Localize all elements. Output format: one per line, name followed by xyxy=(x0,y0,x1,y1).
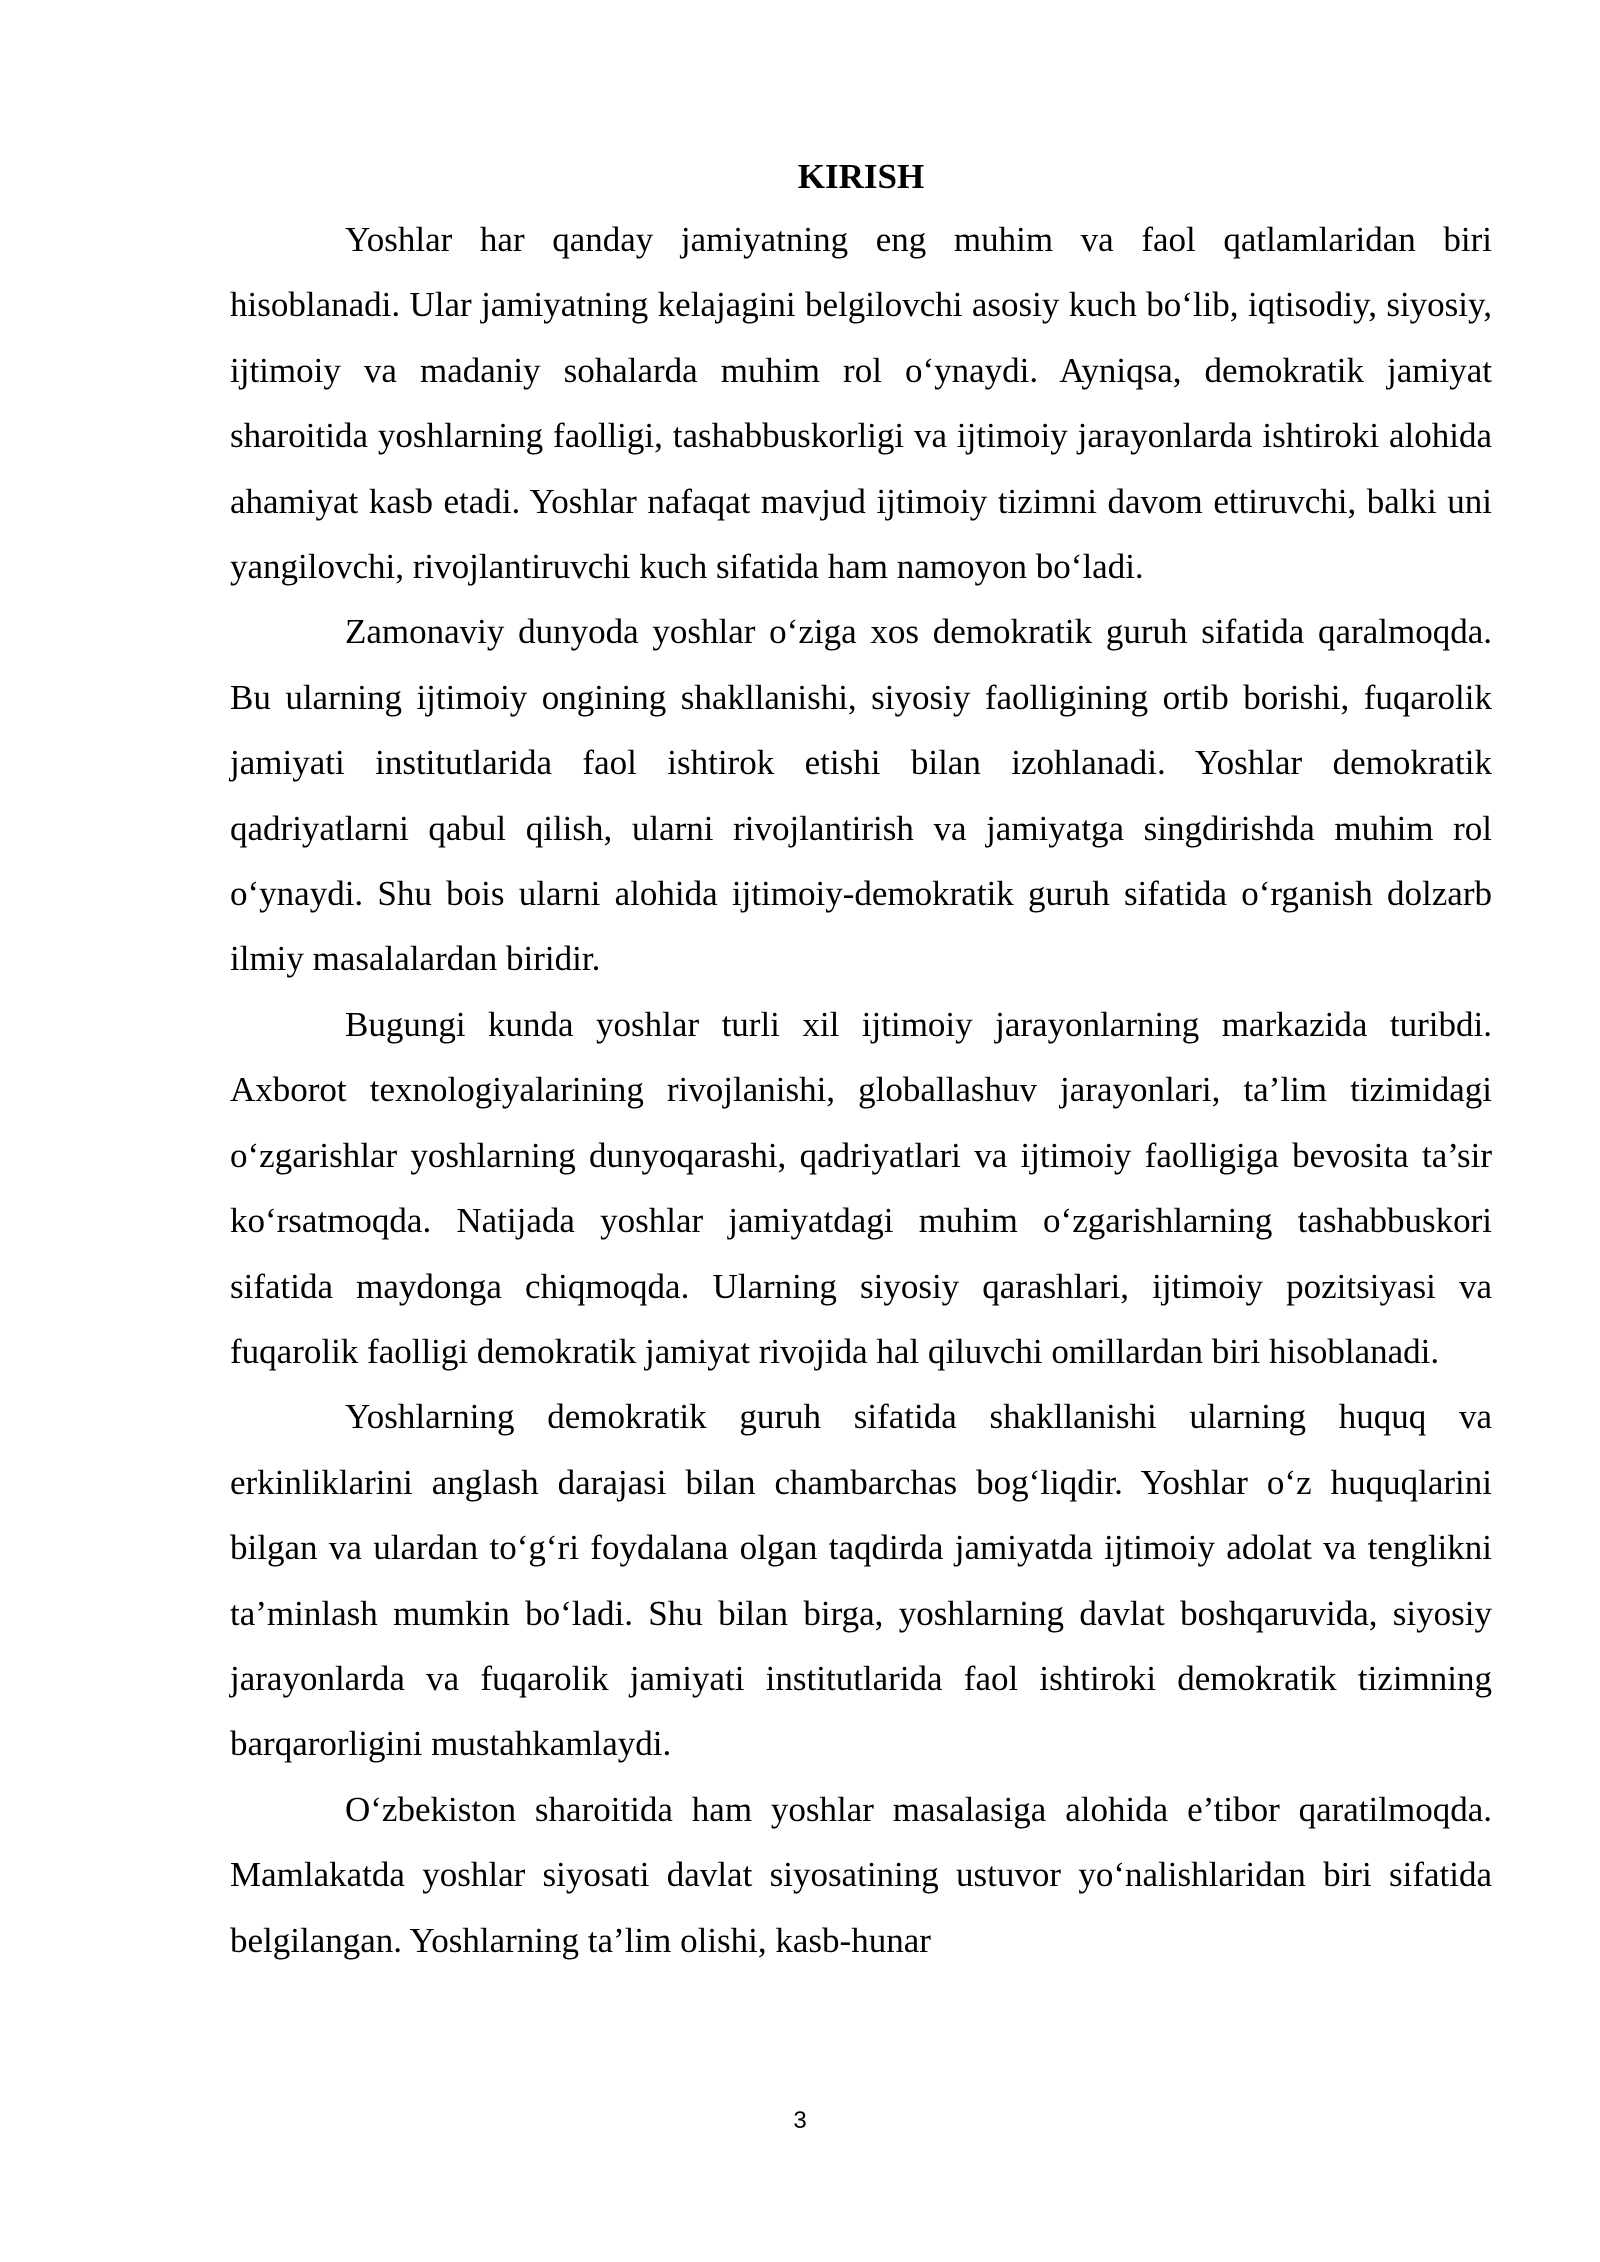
paragraph-4: Yoshlarning demokratik guruh sifatida shakllanishi ularning huquq va erkinliklarini anglash darajasi bilan chambarchas bog‘liqdir. Yoshlar o‘z huquqlarini bilgan va ulardan to‘g‘ri foydalana olgan taqdirda jamiyatda ijtimoiy adolat va tenglikni ta’minlash mumkin bo‘ladi. Shu bilan birga, yoshlarning davlat boshqaruvida, siyosiy jarayonlarda va fuqarolik jamiyati institutlarida faol ishtiroki demokratik tizimning barqarorligini mustahkamlaydi. xyxy=(230,1397,1492,1764)
section-heading: KIRISH xyxy=(797,157,925,196)
paragraph-1: Yoshlar har qanday jamiyatning eng muhim va faol qatlamlaridan biri hisoblanadi. Ular jamiyatning kelajagini belgilovchi asosiy kuch bo‘lib, iqtisodiy, siyosiy, ijtimoiy va madaniy sohalarda muhim rol o‘ynaydi. Ayniqsa, demokratik jamiyat sharoitida yoshlarning faolligi, tashabbuskorligi va ijtimoiy jarayonlarda ishtiroki alohida ahamiyat kasb etadi. Yoshlar nafaqat mavjud ijtimoiy tizimni davom ettiruvchi, balki uni yangilovchi, rivojlantiruvchi kuch sifatida ham namoyon bo‘ladi. xyxy=(230,220,1492,587)
paragraph-2: Zamonaviy dunyoda yoshlar o‘ziga xos demokratik guruh sifatida qaralmoqda. Bu ularning ijtimoiy ongining shakllanishi, siyosiy faolligining ortib borishi, fuqarolik jamiyati institutlarida faol ishtirok etishi bilan izohlanadi. Yoshlar demokratik qadriyatlarni qabul qilish, ularni rivojlantirish va jamiyatga singdirishda muhim rol o‘ynaydi. Shu bois ularni alohida ijtimoiy-demokratik guruh sifatida o‘rganish dolzarb ilmiy masalalardan biridir. xyxy=(230,612,1492,979)
paragraph-3: Bugungi kunda yoshlar turli xil ijtimoiy jarayonlarning markazida turibdi. Axborot texnologiyalarining rivojlanishi, globallashuv jarayonlari, ta’lim tizimidagi o‘zgarishlar yoshlarning dunyoqarashi, qadriyatlari va ijtimoiy faolligiga bevosita ta’sir ko‘rsatmoqda. Natijada yoshlar jamiyatdagi muhim o‘zgarishlarning tashabbuskori sifatida maydonga chiqmoqda. Ularning siyosiy qarashlari, ijtimoiy pozitsiyasi va fuqarolik faolligi demokratik jamiyat rivojida hal qiluvchi omillardan biri hisoblanadi. xyxy=(230,1004,1492,1371)
document-body xyxy=(230,147,1492,1973)
page-number: 3 xyxy=(793,2107,807,2134)
paragraph-5: O‘zbekiston sharoitida ham yoshlar masalasiga alohida e’tibor qaratilmoqda. Mamlakatda yoshlar siyosati davlat siyosatining ustuvor yo‘nalishlaridan biri sifatida belgilangan. Yoshlarning ta’lim olishi, kasb-hunar xyxy=(230,1789,1492,1960)
